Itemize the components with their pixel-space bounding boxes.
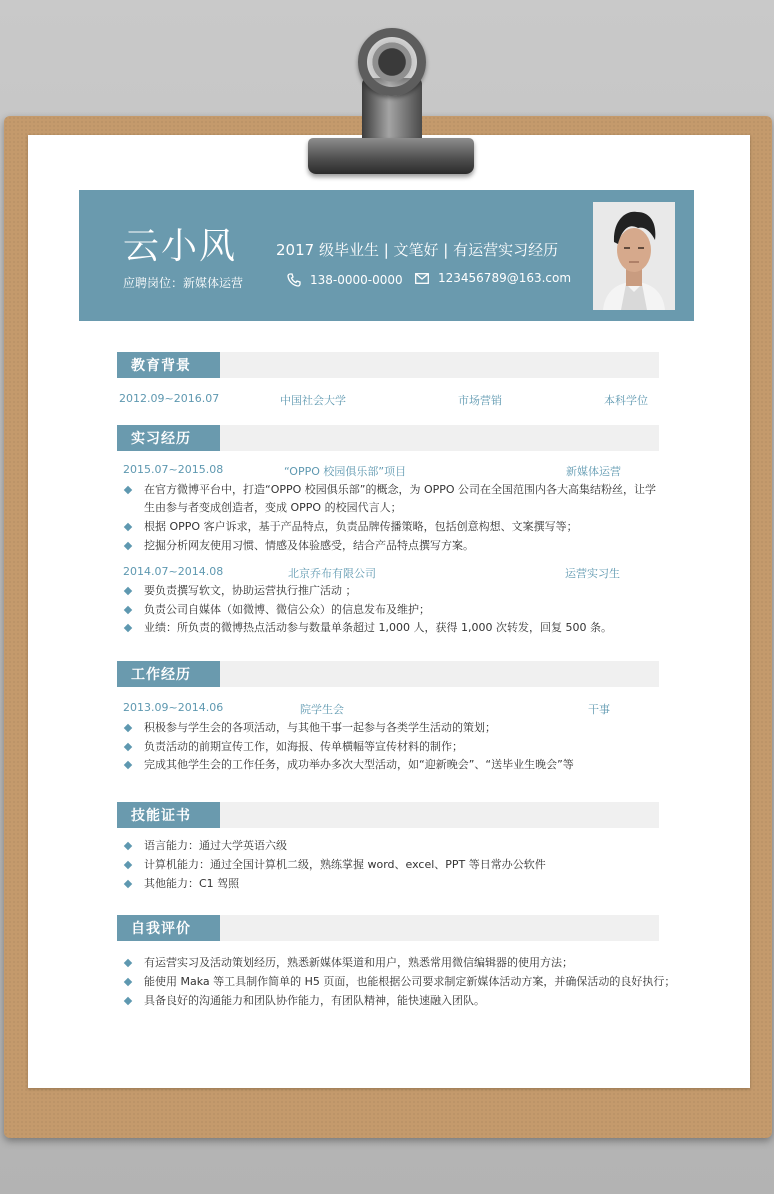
work-role: 干事 [588,703,610,716]
resume-header [79,190,694,321]
list-item: 负责活动的前期宣传工作，如海报、传单横幅等宣传材料的制作； [125,738,463,755]
education-school: 中国社会大学 [280,394,346,407]
list-item: 在官方微博平台中，打造“OPPO 校园俱乐部”的概念，为 OPPO 公司在全国范围内各大高集结粉丝，让学 [125,481,656,498]
section-self-evaluation [117,915,659,941]
section-title-internship: 实习经历 [117,425,220,451]
mail-icon [415,273,429,284]
internship-1-role: 新媒体运营 [566,465,621,478]
list-item: 有运营实习及活动策划经历，熟悉新媒体渠道和用户，熟悉常用微信编辑器的使用方法； [125,954,573,971]
list-item: 能使用 Maka 等工具制作简单的 H5 页面，也能根据公司要求制定新媒体活动方案，并确保活动的良好执行； [125,973,675,990]
section-title-self-evaluation: 自我评价 [117,915,220,941]
work-period: 2013.09~2014.06 [123,701,224,714]
internship-2-role: 运营实习生 [565,567,620,580]
phone-contact [287,273,403,287]
phone-number: 138-0000-0000 [310,273,403,287]
internship-1-org: “OPPO 校园俱乐部”项目 [284,465,407,478]
list-item: 生由参与者变成创造者，变成 OPPO 的校园代言人； [144,501,402,514]
list-item: 完成其他学生会的工作任务，成功举办多次大型活动，如“迎新晚会”、“送毕业生晚会”等 [125,756,574,773]
section-work [117,661,659,687]
education-period: 2012.09~2016.07 [119,392,220,405]
list-item: 根据 OPPO 客户诉求，基于产品特点，负责品牌传播策略，包括创意构想、文案撰写等； [125,518,578,535]
candidate-tagline: 2017 级毕业生 | 文笔好 | 有运营实习经历 [276,241,559,259]
list-item: 计算机能力：通过全国计算机二级，熟练掌握 word、excel、PPT 等日常办公软件 [125,856,546,873]
education-major: 市场营销 [458,394,502,407]
list-item: 具备良好的沟通能力和团队协作能力，有团队精神，能快速融入团队。 [125,992,485,1009]
list-item: 要负责撰写软文，协助运营执行推广活动 ； [125,582,357,599]
work-org: 院学生会 [300,703,344,716]
phone-icon [287,273,301,287]
education-degree: 本科学位 [604,394,648,407]
list-item: 负责公司自媒体（如微博、微信公众）的信息发布及维护； [125,601,430,618]
clip-ring [358,28,426,96]
internship-2-org: 北京乔布有限公司 [288,567,376,580]
email-address: 123456789@163.com [438,271,572,285]
internship-2-period: 2014.07~2014.08 [123,565,224,578]
list-item: 业绩：所负责的微博热点活动参与数量单条超过 1,000 人，获得 1,000 次转发，回复 500 条。 [125,619,612,636]
list-item: 积极参与学生会的各项活动，与其他干事一起参与各类学生活动的策划； [125,719,496,736]
binder-clip [308,138,474,174]
section-title-education: 教育背景 [117,352,220,378]
candidate-name: 云小风 [123,226,238,267]
list-item: 挖掘分析网友使用习惯、情感及体验感受，结合产品特点撰写方案。 [125,537,474,554]
profile-photo [593,202,675,310]
list-item: 语言能力：通过大学英语六级 [125,837,287,854]
section-skills [117,802,659,828]
section-education [117,352,659,378]
list-item: 其他能力：C1 驾照 [125,875,239,892]
email-contact [415,271,571,285]
applied-position: 应聘岗位：新媒体运营 [123,276,244,290]
section-internship [117,425,659,451]
section-title-work: 工作经历 [117,661,220,687]
section-title-skills: 技能证书 [117,802,220,828]
internship-1-period: 2015.07~2015.08 [123,463,224,476]
